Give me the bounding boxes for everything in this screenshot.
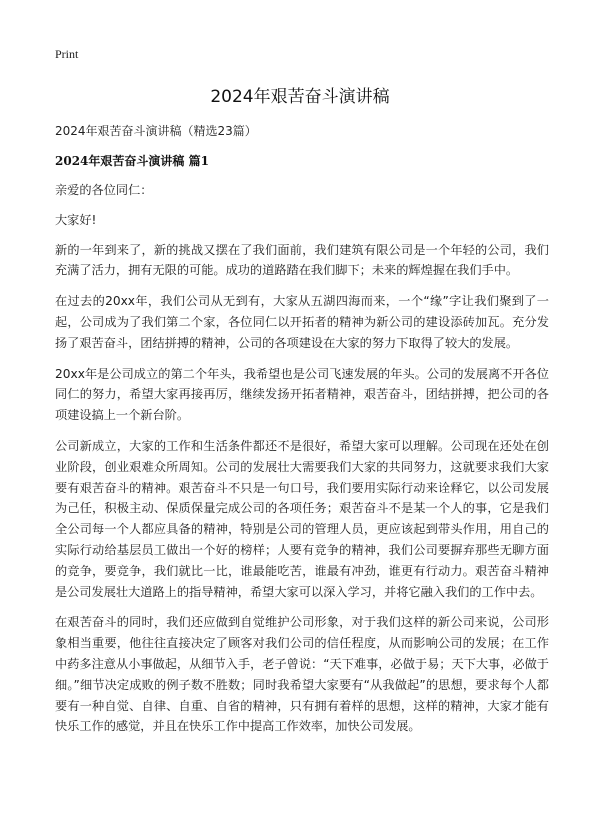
section-heading: 2024年艰苦奋斗演讲稿 篇1: [55, 154, 209, 168]
body-paragraph: 新的一年到来了，新的挑战又摆在了我们面前，我们建筑有限公司是一个年轻的公司，我们充满了活力，拥有无限的可能。成功的道路踏在我们脚下；未来的辉煌握在我们手中。: [55, 242, 549, 278]
greeting: 大家好!: [55, 212, 97, 227]
body-paragraph: 在过去的20xx年，我们公司从无到有，大家从五湖四海而来，一个“缘”字让我们聚到了一起，公司成为了我们第二个家，各位同仁以开拓者的精神为新公司的建设添砖加瓦。充分发扬了艰苦奋斗，团结拼搏的精神，公司的各项建设在大家的努力下取得了较大的发展。: [55, 294, 549, 350]
speech-body: [55, 180, 549, 747]
body-paragraph: 20xx年是公司成立的第二个年头，我希望也是公司飞速发展的年头。公司的发展离不开各位同仁的努力，希望大家再接再厉，继续发扬开拓者精神，艰苦奋斗，团结拼搏，把公司的各项建设搞上一个新台阶。: [55, 366, 549, 423]
document-subtitle: 2024年艰苦奋斗演讲稿（精选23篇）: [55, 124, 257, 138]
body-paragraph: 公司新成立，大家的工作和生活条件都还不是很好，希望大家可以理解。公司现在还处在创业阶段，创业艰难众所周知。公司的发展壮大需要我们大家的共同努力，这就要求我们大家要有艰苦奋斗的精神。艰苦奋斗不只是一句口号，我们要用实际行动来诠释它，以公司发展为己任，积极主动、保质保量完成公司的各项任务；艰苦奋斗不是某一个人的事，它是我们全公司每一个人都应具备的精神，特别是公司的管理人员，更应该起到带头作用，用自己的实际行动给基层员工做出一个好的榜样；人要有竞争的精神，我们公司要摒弃那些无聊方面的竞争，要竞争，我们就比一比，谁最能吃苦，谁最有冲劲，谁更有行动力。艰苦奋斗精神是公司发展壮大道路上的指导精神，希望大家可以深入学习，并将它融入我们的工作中去。: [55, 438, 549, 599]
page-title: 2024年艰苦奋斗演讲稿: [210, 87, 390, 107]
print-label: Print: [55, 47, 79, 61]
body-paragraph: 在艰苦奋斗的同时，我们还应做到自觉维护公司形象，对于我们这样的新公司来说，公司形象相当重要，他往往直接决定了顾客对我们公司的信任程度，从而影响公司的发展；在工作中药多注意从小事做起，从细节入手，老子曾说：“天下难事，必做于易；天下大事，必做于细。”细节决定成败的例子数不胜数；同时我希望大家要有“从我做起”的思想，要求每个人都要有一种自觉、自律、自重、自省的精神，只有拥有着样的思想，这样的精神，大家才能有快乐工作的感觉，并且在快乐工作中提高工作效率，加快公司发展。: [55, 615, 549, 734]
salutation: 亲爱的各位同仁：: [55, 183, 153, 197]
